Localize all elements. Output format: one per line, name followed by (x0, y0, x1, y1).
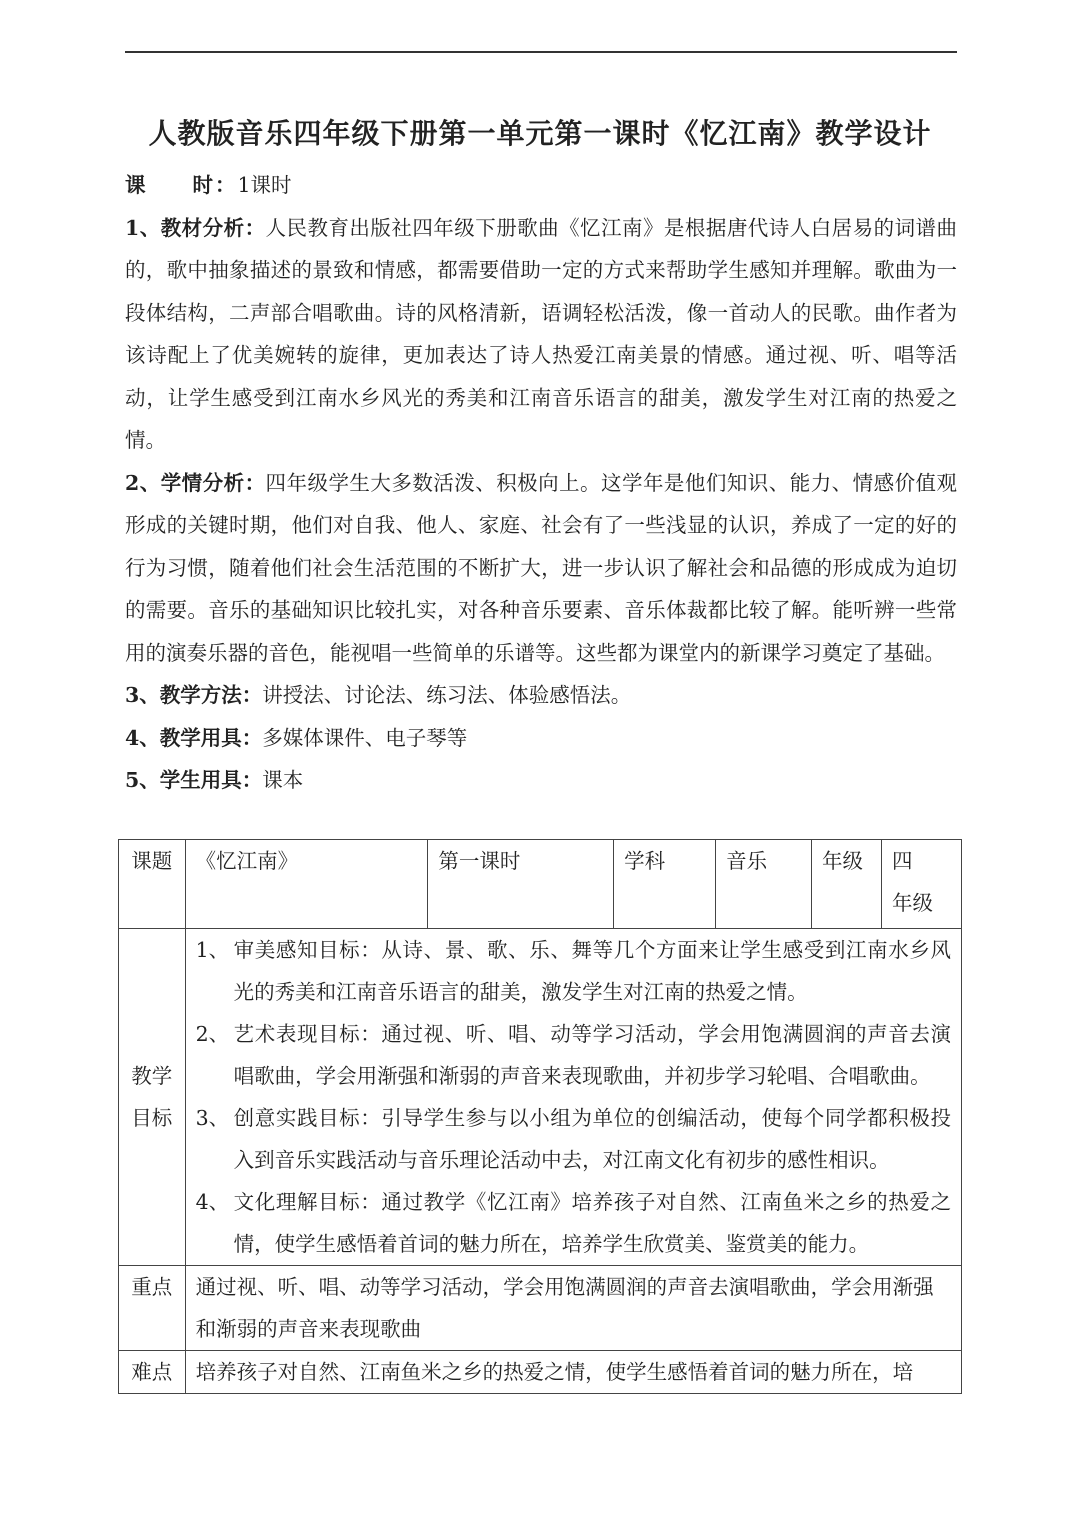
objective-item (196, 1181, 951, 1265)
key-points-label-cell: 重点 (119, 1266, 186, 1351)
lesson-plan-table (118, 839, 962, 1394)
difficulties-text: 培养孩子对自然、江南鱼米之乡的热爱之情，使学生感悟着首词的魅力所在，培 (195, 1360, 914, 1384)
objective-text: 文化理解目标：通过教学《忆江南》培养孩子对自然、江南鱼米之乡的热爱之情，使学生感悟着首词的魅力所在，培养学生欣赏美、鉴赏美的能力。 (233, 1190, 951, 1256)
topic-value-cell: 《忆江南》 (185, 840, 428, 929)
section-heading: 4、教学用具： (125, 725, 263, 750)
difficulties-label-cell: 难点 (119, 1351, 186, 1394)
section-heading: 3、教学方法： (125, 683, 263, 707)
document-body (125, 164, 957, 802)
table-row-difficulties (119, 1351, 962, 1394)
objective-number: 3、 (195, 1106, 230, 1130)
difficulties-content-cell (185, 1351, 961, 1394)
section-teaching-tools (125, 717, 957, 760)
table-row-key-points (119, 1266, 962, 1351)
section-text: 课本 (262, 768, 304, 792)
header-rule (125, 51, 957, 53)
objective-text: 审美感知目标：从诗、景、歌、乐、舞等几个方面来让学生感受到江南水乡风光的秀美和江南音乐语言的甜美，激发学生对江南的热爱之情。 (233, 938, 951, 1004)
grade-label-cell: 年级 (812, 840, 882, 929)
subject-value-cell: 音乐 (716, 840, 812, 929)
section-text: 人民教育出版社四年级下册歌曲《忆江南》是根据唐代诗人白居易的词谱曲的，歌中抽象描述的景致和情感，都需要借助一定的方式来帮助学生感知并理解。歌曲为一段体结构，二声部合唱歌曲。诗的风格清新，语调轻松活泼，像一首动人的民歌。曲作者为该诗配上了优美婉转的旋律，更加表达了诗人热爱江南美景的情感。通过视、听、唱等活动，让学生感受到江南水乡风光的秀美和江南音乐语言的甜美，激发学生对江南的热爱之情。 (125, 215, 958, 452)
lesson-cell: 第一课时 (428, 840, 614, 929)
section-heading: 1、教材分析： (125, 215, 266, 240)
document-title: 人教版音乐四年级下册第一单元第一课时《忆江南》教学设计 (148, 117, 932, 150)
objective-text: 创意实践目标：引导学生参与以小组为单位的创编活动，使每个同学都积极投入到音乐实践活动与音乐理论活动中去，对江南文化有初步的感性相识。 (233, 1106, 951, 1172)
objectives-content-cell (185, 929, 961, 1266)
objective-item (196, 1013, 951, 1097)
objectives-label-cell: 教学目标 (119, 929, 186, 1266)
objective-item (196, 929, 951, 1013)
objective-number: 2、 (195, 1022, 230, 1046)
objective-item (196, 1097, 951, 1181)
subject-label-cell: 学科 (614, 840, 716, 929)
objectives-list (196, 929, 951, 1265)
grade-value-cell: 四 年级 (881, 840, 961, 929)
class-hours-value: 1课时 (237, 173, 292, 197)
class-hours-label: 课 时： (125, 173, 238, 197)
table-row-objectives (119, 929, 962, 1266)
section-heading: 2、学情分析： (125, 470, 266, 495)
section-heading: 5、学生用具： (125, 768, 263, 792)
topic-label-cell: 课题 (119, 840, 186, 929)
section-text: 讲授法、讨论法、练习法、体验感悟法。 (262, 683, 632, 707)
class-hours-line (125, 164, 957, 207)
objective-number: 4、 (195, 1190, 230, 1214)
key-points-content-cell: 通过视、听、唱、动等学习活动，学会用饱满圆润的声音去演唱歌曲，学会用渐强和渐弱的声音来表现歌曲 (185, 1266, 961, 1351)
objective-text: 艺术表现目标：通过视、听、唱、动等学习活动，学会用饱满圆润的声音去演唱歌曲，学会用渐强和渐弱的声音来表现歌曲，并初步学习轮唱、合唱歌曲。 (233, 1022, 951, 1088)
section-text: 四年级学生大多数活泼、积极向上。这学年是他们知识、能力、情感价值观形成的关键时期，他们对自我、他人、家庭、社会有了一些浅显的认识，养成了一定的好的行为习惯，随着他们社会生活范围的不断扩大，进一步认识了解社会和品德的形成成为迫切的需要。音乐的基础知识比较扎实，对各种音乐要素、音乐体裁都比较了解。能听辨一些常用的演奏乐器的音色，能视唱一些简单的乐谱等。这些都为课堂内的新课学习奠定了基础。 (125, 470, 958, 665)
section-textbook-analysis (125, 207, 957, 462)
section-text: 多媒体课件、电子琴等 (262, 725, 468, 750)
objective-number: 1、 (195, 938, 230, 962)
table-row-header (119, 840, 962, 929)
section-student-analysis (125, 462, 957, 675)
section-teaching-methods (125, 674, 957, 717)
section-student-tools (125, 759, 957, 802)
